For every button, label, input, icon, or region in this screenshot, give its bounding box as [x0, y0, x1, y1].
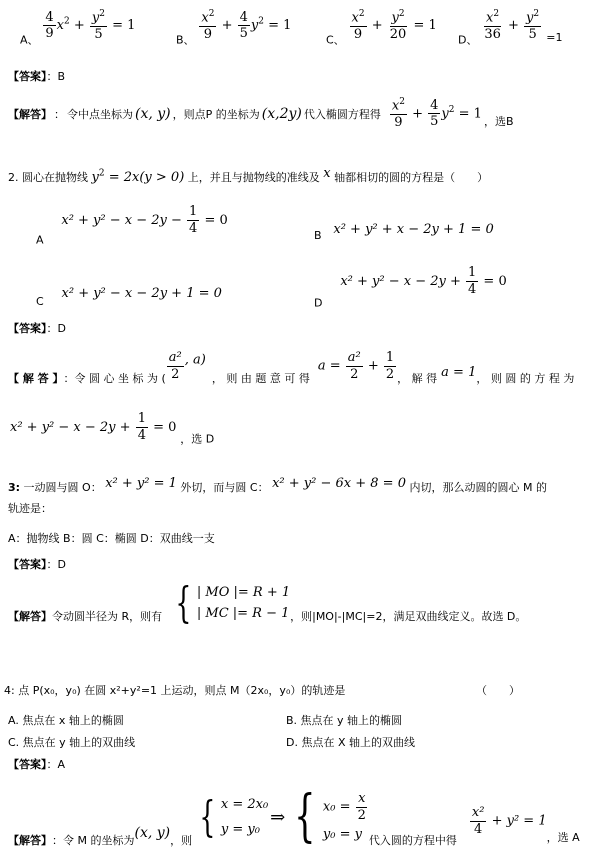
q4-solution: 【解答】 ： 令 M 的坐标为 (x, y) ，则 { x = 2x₀ y = y₀ ⇒ { x₀ = $\frac{x}{2}$ y₀ = y 代入圆的方程中得 $\frac{\text{x²}}{4}$ + y² = 1 ，选 A: [8, 784, 580, 849]
q1-option-d: [458, 10, 563, 47]
q4-system-2: { x₀ = $\frac{x}{2}$ y₀ = y: [294, 784, 366, 849]
q1-option-b: [176, 10, 291, 47]
option-c-equation: $\frac{x^2}{9}$ + $\frac{y^2}{20}$ = 1: [351, 9, 437, 42]
answer-value: B: [57, 70, 66, 83]
option-label: A、: [20, 33, 39, 47]
q3-system: { | MO |= R + 1 | MC |= R − 1: [175, 578, 291, 627]
q4-option-a: A. 焦点在 x 轴上的椭圆: [8, 714, 124, 727]
q2-answer: 【答案】：D: [8, 322, 66, 335]
q3-solution: 【解答】 令动圆半径为 R，则有 { | MO |= R + 1 | MC |= R − 1 ，则|MO|-|MC|=2，满足双曲线定义。故选 D。: [8, 578, 527, 627]
q1-solution: 【解答】 ： 令中点坐标为 (x, y) ，则点P 的坐标为 (x,2y) 代入椭圆方程得 $\frac{x^2}{9}$ + $\frac{4}{5}$ $y^2 = 1$ ，选B: [8, 97, 514, 130]
q2-solution-line2: x² + y² − x − 2y + $\frac{1}{4}$ = 0 ，选 D: [10, 411, 215, 446]
q4-answer: 【答案】：A: [8, 758, 66, 771]
option-b-equation: $\frac{x^2}{9}$ + $\frac{4}{5}$ $y^2 = 1$: [201, 9, 292, 42]
option-label: C、: [326, 33, 345, 47]
q1-answer: 【答案】：B: [8, 70, 66, 83]
answer-label: 【答案】: [8, 70, 47, 83]
option-a-equation: $\frac{4}{9}$ $x^2$ + $\frac{y^2}{5}$ = 1: [45, 9, 136, 42]
q3-choices: A：抛物线 B：圆 C：椭圆 D：双曲线一支: [8, 532, 215, 545]
q2-option-a: A x² + y² − x − 2y − $\frac{1}{4}$ = 0: [36, 204, 228, 247]
q2-option-b: B x² + y² + x − 2y + 1 = 0: [314, 222, 494, 242]
q3-stem-line2: 轨迹是：: [8, 502, 52, 515]
q4-stem: 4: 点 P(x₀，y₀) 在圆 x²+y²=1 上运动，则点 M（2x₀，y₀）的轨迹是 （ ）: [4, 684, 520, 697]
q2-option-c: C x² + y² − x − 2y + 1 = 0: [36, 286, 222, 308]
q1-solution-equation: $\frac{x^2}{9}$ + $\frac{4}{5}$ $y^2 = 1$: [391, 97, 482, 130]
q4-option-c: C. 焦点在 y 轴上的双曲线: [8, 736, 136, 749]
option-label: D、: [458, 33, 478, 47]
q2-option-d: D x² + y² − x − 2y + $\frac{1}{4}$ = 0: [314, 265, 507, 310]
q1-option-a: [20, 10, 135, 47]
q1-option-c: [326, 10, 437, 47]
q4-option-d: D. 焦点在 X 轴上的双曲线: [286, 736, 415, 749]
q3-stem: 3: 一动圆与圆 O： x² + y² = 1 外切，而与圆 C： x² + y² − 6x + 8 = 0 内切，那么动圆的圆心 M 的: [8, 476, 547, 494]
q4-system-1: { x = 2x₀ y = y₀: [199, 792, 269, 841]
q2-stem: 2. 圆心在抛物线 $y^2 = 2x(y > 0)$ 上，并且与抛物线的准线及 x 轴都相切的圆的方程是（ ）: [8, 166, 489, 185]
q3-answer: 【答案】：D: [8, 558, 66, 571]
solution-label: 【解答】: [8, 107, 52, 121]
q2-solution-line1: 【 解 答 】 ： 令 圆 心 坐 标 为 ( $\frac{\text{a²}}{2}$ , a) ， 则 由 题 意 可 得 a = $\frac{\text{a²}}{2}$ + $\frac{1}{2}$ ， 解 得 a = 1 ， 则 圆 的 方 程 为: [8, 349, 575, 385]
q4-option-b: B. 焦点在 y 轴上的椭圆: [286, 714, 403, 727]
option-d-equation: $\frac{x^2}{36}$ + $\frac{y^2}{5}$ $_{=1}$: [484, 9, 563, 45]
option-label: B、: [176, 33, 195, 47]
